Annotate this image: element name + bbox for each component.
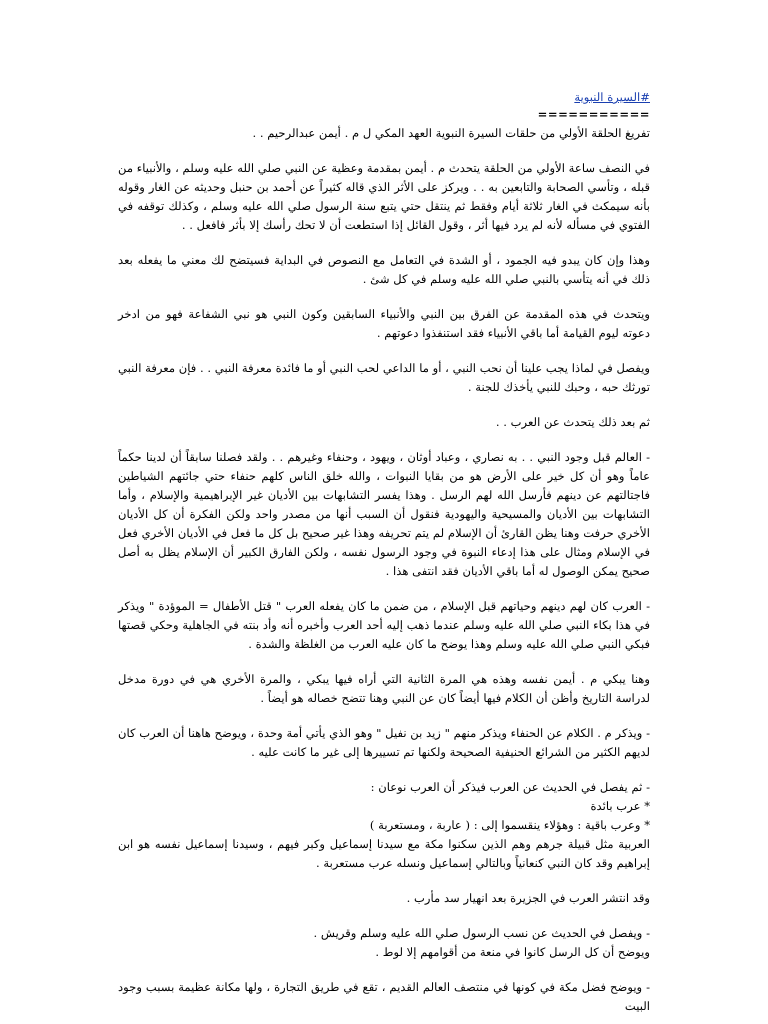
paragraph-mecca: - ويوضح فضل مكة في كونها في منتصف العالم القديم ، تقع في طريق التجارة ، ولها مكانة عظيمة بسبب وجود البيت bbox=[118, 980, 650, 1013]
paragraph-spread: وقد انتشر العرب في الجزيرة بعد انهيار سد مأرب . bbox=[406, 891, 650, 905]
paragraph-3: ويتحدث في هذه المقدمة عن الفرق بين النبي والأنبياء السابقين وكون النبي هو نبي الشفاعة فهو من ادخر دعوته ليوم القيامة أما باقي الأنبياء فقد استنفذوا دعوتهم . bbox=[118, 307, 650, 340]
lineage-line-2: ويوضح أن كل الرسل كانوا في منعة من أقوامهم إلا لوط . bbox=[375, 945, 650, 959]
paragraph-5: ثم بعد ذلك يتحدث عن العرب . . bbox=[495, 415, 650, 429]
intro-line: تفريغ الحلقة الأولي من حلقات السيرة النبوية العهد المكي ل م . أيمن عبدالرحيم . . bbox=[252, 126, 650, 140]
separator-line: =========== bbox=[537, 107, 650, 121]
paragraph-4: ويفصل في لماذا يجب علينا أن نحب النبي ، أو ما الداعي لحب النبي أو ما فائدة معرفة النبي . . فإن معرفة النبي تورثك حبه ، وحبك للنبي يأخذك للجنة . bbox=[118, 361, 650, 394]
paragraph-6: - العالم قبل وجود النبي . . به نصاري ، وعباد أوثان ، ويهود ، وحنفاء وغيرهم . . ولقد فصلنا سابقاً أن لدينا حكماً عاماً وهو أن كل خير على الأرض هو من بقايا النبوات ، والله خلق الناس كلهم حنفاء حتي جائتهم الشياطين فاجتالتهم عن دينهم فأرسل الله لهم الرسل . وهذا يفسر التشابهات بين الأديان غير الإبراهيمية والإسلام ، وأما التشابهات بين الأديان والمسيحية واليهودية فنقول أن السبب أنها من مصدر واحد ولكن الفكرة أن كل الأديان الأخري حرفت وهنا يظن القارئ أن الإسلام لم يتم تحريفه وهذا غير صحيح بل كل ما فعل في الأديان الأخري فعل في الإسلام ومثال على هذا إدعاء النبوة في وجود الرسول نفسه ، ولكن الفارق الكبير أن الإسلام يظل به أصل صحيح يمكن الوصول له أما باقي الأديان فقد انتفى هذا . bbox=[118, 450, 650, 578]
paragraph-2: وهذا وإن كان يبدو فيه الجمود ، أو الشدة في التعامل مع النصوص في البداية فسيتضح لك معني ما يفعله بعد ذلك في أنه يتأسي بالنبي صلي الله عليه وسلم في كل شئ . bbox=[118, 253, 650, 286]
arab-types-item-2: * وعرب باقية : وهؤلاء ينقسموا إلى : ( عاربة ، ومستعربة ) bbox=[369, 818, 650, 832]
paragraph-7: - العرب كان لهم دينهم وحياتهم قبل الإسلام ، من ضمن ما كان يفعله العرب " قتل الأطفال = الموؤدة " ويذكر في هذا بكاء النبي صلي الله عليه وسلم عندما ذهب إليه أحد العرب وأخبره أنه وأد بنته في الجاهلية وحكي قصتها فبكي النبي صلي الله عليه وسلم وهذا يوضح ما كان عليه العرب من الغلظة والشدة . bbox=[118, 599, 650, 651]
heading-link[interactable]: #السيرة النبوية bbox=[574, 90, 650, 104]
paragraph-1: في النصف ساعة الأولي من الحلقة يتحدث م . أيمن بمقدمة وعظية عن النبي صلي الله عليه وسلم ، والأنبياء من قبله ، وتأسي الصحابة والتابعين به . . ويركز على الأثر الذي قاله كثيراً عن أحمد بن حنبل وحديثه عن الغار وقوله بأنه سيمكث في الغار ثلاثة أيام وفقط ثم ينتقل حتي يتبع سنة الرسول صلي الله عليه وسلم ، وكذلك توقفه في الفتوي في مسأله لأنه لم يرد فيها أثر ، وقول القائل إذا استطعت أن لا تحك رأسك إلا بأثر فافعل . . bbox=[118, 161, 650, 232]
arab-types-item-1: * عرب بائدة bbox=[590, 799, 650, 813]
lineage-line-1: - ويفصل في الحديث عن نسب الرسول صلي الله عليه وسلم وقريش . bbox=[313, 926, 650, 940]
arab-types-detail: العربية مثل قبيلة جرهم وهم الذين سكنوا مكة مع سيدنا إسماعيل وكبر فيهم ، وسيدنا إسماعيل نفسه هو ابن إبراهيم وقد كان النبي كنعانياً وبالتالي إسماعيل ونسله عرب مستعربة . bbox=[118, 837, 650, 870]
paragraph-9: - ويذكر م . الكلام عن الحنفاء ويذكر منهم " زيد بن نفيل " وهو الذي يأتي أمة وحدة ، ويوضح هاهنا أن العرب كان لديهم الكثير من الشرائع الحنيفية الصحيحة ولكنها تم تسييرها إلى غير ما كانت عليه . bbox=[118, 726, 650, 759]
paragraph-8: وهنا يبكي م . أيمن نفسه وهذه هي المرة الثانية التي أراه فيها يبكي ، والمرة الأخري هي في دورة مدخل لدراسة التاريخ وأظن أن الكلام فيها أيضاً كان عن النبي وهنا تتضح خصاله هو أيضاً . bbox=[118, 672, 650, 705]
arab-types-lead: - ثم يفصل في الحديث عن العرب فيذكر أن العرب نوعان : bbox=[370, 780, 650, 794]
